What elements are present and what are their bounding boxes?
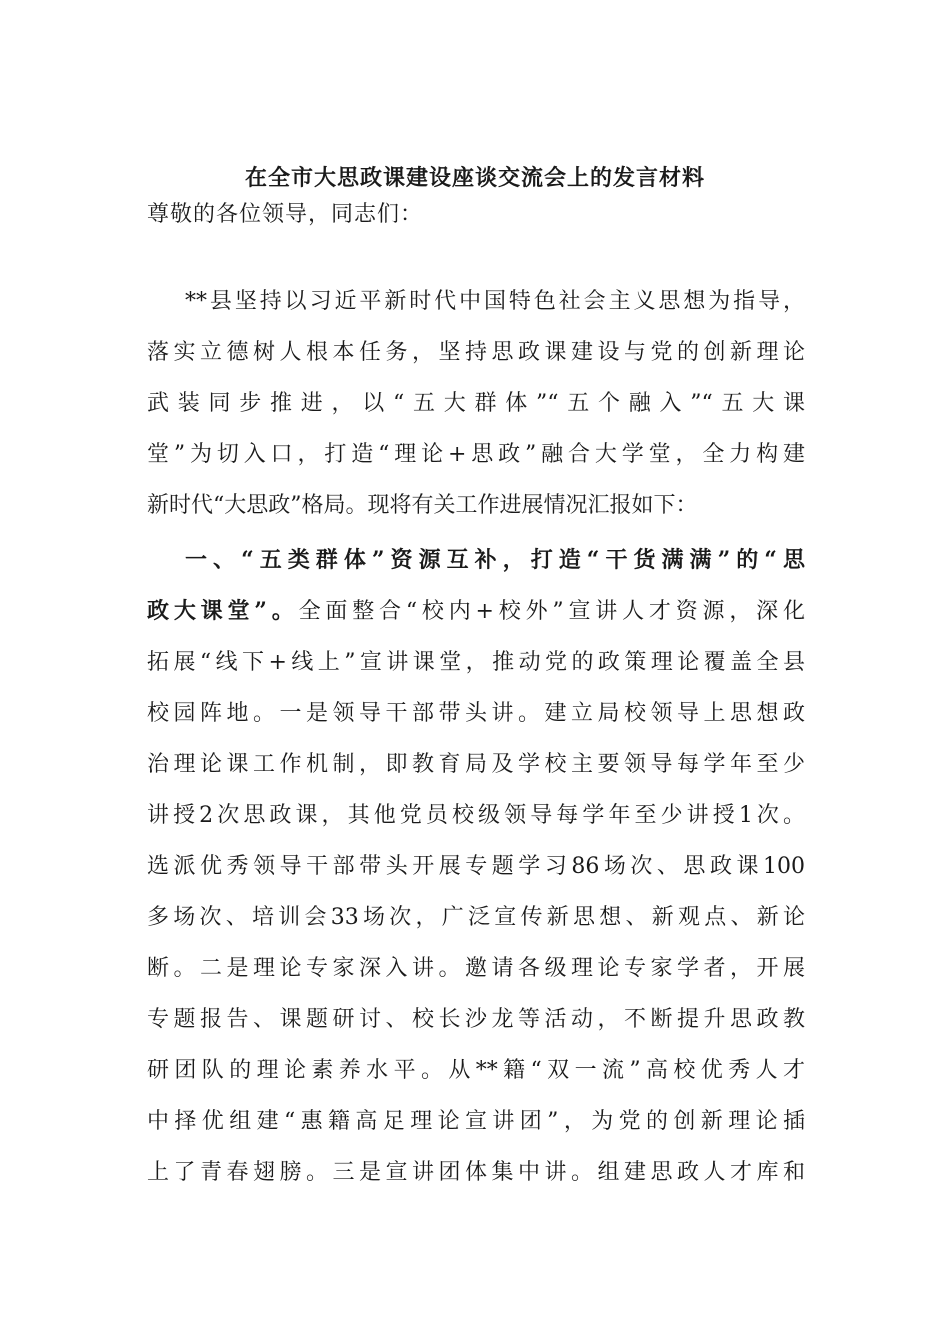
section-1-paragraph [147,535,805,1198]
salutation: 尊敬的各位领导，同志们： [147,202,424,227]
paragraph-line: 治理论课工作机制，即教育局及学校主要领导每学年至少 [147,752,805,777]
paragraph-line: 武装同步推进，以“五大群体”“五个融入”“五大课 [147,391,805,416]
paragraph-line [147,586,805,637]
paragraph-line: 专题报告、课题研讨、校长沙龙等活动，不断提升思政教 [147,1007,805,1032]
document-title: 在全市大思政课建设座谈交流会上的发言材料 [244,165,705,191]
paragraph-line: 研团队的理论素养水平。从**籍“双一流”高校优秀人才 [147,1058,805,1083]
paragraph-line: 中择优组建“惠籍高足理论宣讲团”，为党的创新理论插 [147,1109,805,1134]
paragraph-line: 断。二是理论专家深入讲。邀请各级理论专家学者，开展 [147,956,805,981]
intro-paragraph [147,276,805,531]
section-1-text: 全面整合“校内+校外”宣讲人才资源，深化 [298,599,806,624]
section-1-heading: 一、“五类群体”资源互补，打造“干货满满”的“思 [185,547,805,573]
paragraph-line: **县坚持以习近平新时代中国特色社会主义思想为指导， [185,289,805,314]
paragraph-line: 新时代“大思政”格局。现将有关工作进展情况汇报如下： [147,493,698,518]
paragraph-line: 拓展“线下+线上”宣讲课堂，推动党的政策理论覆盖全县 [147,650,805,675]
paragraph-line: 多场次、培训会33场次，广泛宣传新思想、新观点、新论 [147,905,805,930]
paragraph-line: 选派优秀领导干部带头开展专题学习86场次、思政课100 [147,854,805,879]
paragraph-line: 上了青春翅膀。三是宣讲团体集中讲。组建思政人才库和 [147,1160,805,1185]
paragraph-line: 讲授2次思政课，其他党员校级领导每学年至少讲授1次。 [147,803,805,828]
section-1-heading-end: 政大课堂”。 [147,598,299,624]
paragraph-line: 落实立德树人根本任务，坚持思政课建设与党的创新理论 [147,340,805,365]
paragraph-line: 校园阵地。一是领导干部带头讲。建立局校领导上思想政 [147,701,805,726]
paragraph-line: 堂”为切入口，打造“理论+思政”融合大学堂，全力构建 [147,442,805,467]
